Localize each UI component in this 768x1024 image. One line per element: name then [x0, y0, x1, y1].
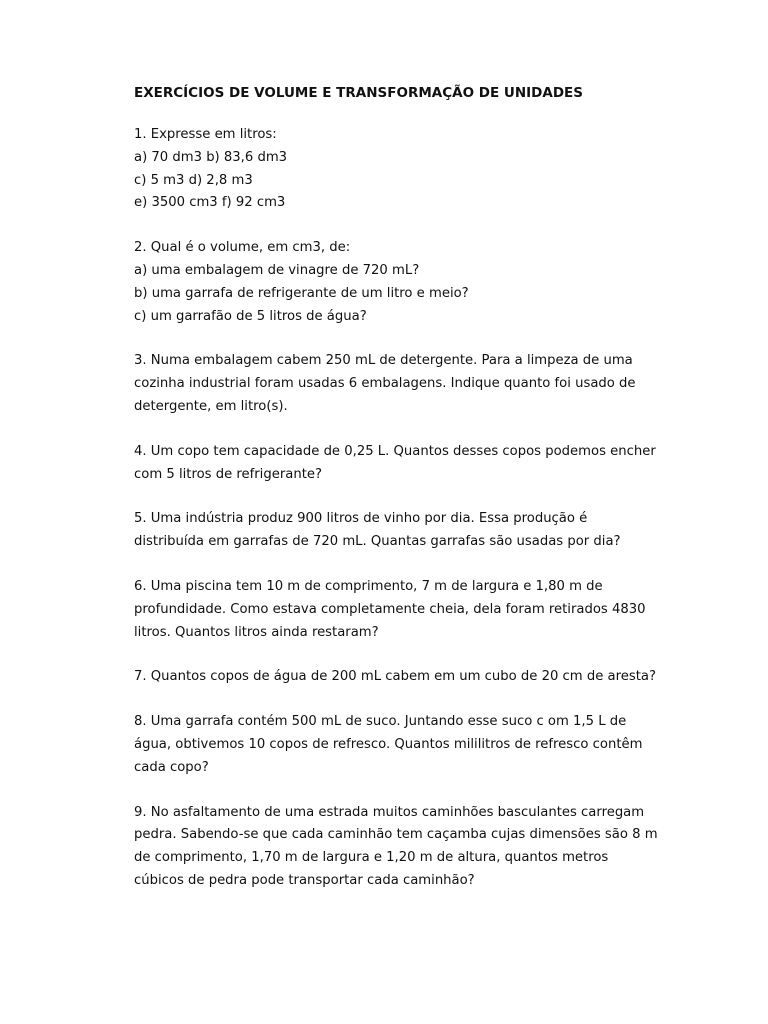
exercise-9: [134, 802, 734, 893]
exercise-4: [134, 441, 734, 487]
exercise-5: [134, 508, 734, 554]
exercise-line: cozinha industrial foram usadas 6 embalagens. Indique quanto foi usado de: [134, 376, 636, 392]
exercise-line: 6. Uma piscina tem 10 m de comprimento, 7 m de largura e 1,80 m de: [134, 578, 603, 594]
exercise-1: [134, 124, 734, 215]
exercise-line: detergente, em litro(s).: [134, 398, 288, 414]
exercise-line: 2. Qual é o volume, em cm3, de:: [134, 240, 351, 256]
exercise-line: a) 70 dm3 b) 83,6 dm3: [134, 149, 288, 165]
exercise-line: 8. Uma garrafa contém 500 mL de suco. Juntando esse suco c om 1,5 L de: [134, 714, 627, 730]
exercise-line: litros. Quantos litros ainda restaram?: [134, 624, 379, 640]
exercise-list: [134, 124, 734, 893]
exercise-line: cada copo?: [134, 759, 209, 775]
exercise-line: com 5 litros de refrigerante?: [134, 466, 322, 482]
exercise-line: 4. Um copo tem capacidade de 0,25 L. Quantos desses copos podemos encher: [134, 443, 656, 459]
exercise-line: 7. Quantos copos de água de 200 mL cabem em um cubo de 20 cm de aresta?: [134, 669, 656, 685]
exercise-2: [134, 237, 734, 328]
exercise-line: e) 3500 cm3 f) 92 cm3: [134, 195, 286, 211]
exercise-6: [134, 576, 734, 644]
exercise-line: profundidade. Como estava completamente cheia, dela foram retirados 4830: [134, 601, 646, 617]
exercise-line: 1. Expresse em litros:: [134, 127, 277, 142]
exercise-line: cúbicos de pedra pode transportar cada caminhão?: [134, 872, 475, 888]
exercise-3: [134, 350, 734, 418]
exercise-line: distribuída em garrafas de 720 mL. Quantas garrafas são usadas por dia?: [134, 534, 621, 550]
exercise-line: 5. Uma indústria produz 900 litros de vinho por dia. Essa produção é: [134, 511, 588, 527]
exercise-line: a) uma embalagem de vinagre de 720 mL?: [134, 262, 420, 278]
exercise-line: 3. Numa embalagem cabem 250 mL de detergente. Para a limpeza de uma: [134, 353, 633, 369]
exercise-line: água, obtivemos 10 copos de refresco. Quantos mililitros de refresco contêm: [134, 736, 643, 752]
exercise-line: c) 5 m3 d) 2,8 m3: [134, 172, 253, 188]
exercise-line: 9. No asfaltamento de uma estrada muitos caminhões basculantes carregam: [134, 804, 645, 820]
exercise-line: de comprimento, 1,70 m de largura e 1,20 m de altura, quantos metros: [134, 850, 609, 866]
document-title: EXERCÍCIOS DE VOLUME E TRANSFORMAÇÃO DE UNIDADES: [134, 85, 583, 101]
exercise-7: [134, 666, 734, 689]
exercise-line: pedra. Sabendo-se que cada caminhão tem caçamba cujas dimensões são 8 m: [134, 827, 658, 843]
exercise-line: b) uma garrafa de refrigerante de um litro e meio?: [134, 285, 469, 301]
document-page: [134, 84, 734, 915]
exercise-line: c) um garrafão de 5 litros de água?: [134, 308, 367, 324]
exercise-8: [134, 711, 734, 779]
